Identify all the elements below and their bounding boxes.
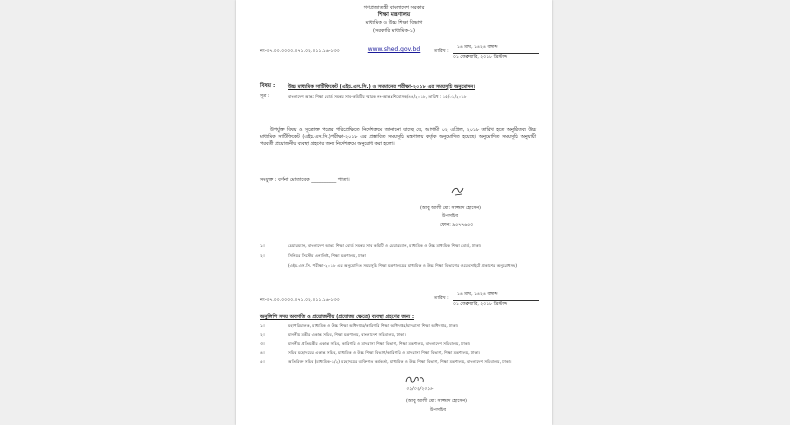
date-bangla-2: ১৪ মাঘ, ১৪২৪ বঙ্গাব্দ [457, 292, 498, 297]
copy-text: অতিরিক্ত সচিব (মাধ্যমিক-১/২) মহোদয়ের ব্যক্তিগত কর্মকর্তা, মাধ্যমিক ও উচ্চ শিক্ষা বিভাগ, শিক্ষা মন্ত্রণালয়, বাংলাদেশ সচিবালয়, ঢাকা। [288, 359, 512, 364]
subject-text: উচ্চ মাধ্যমিক সার্টিফিকেট (এইচ.এস.সি.) ও সমমানের পরীক্ষা-২০১৮ এর সময়সূচি অনুমোদন। [288, 84, 476, 90]
signatory-name-2: (আবু আলী মো: সাজ্জাদ হোসেন) [406, 399, 467, 404]
date-english: ০১ ফেব্রুয়ারি, ২০১৮ খ্রিস্টাব্দ [453, 55, 508, 60]
body-paragraph: উপর্যুক্ত বিষয় ও সূত্রোক্ত পত্রের পরিপ্রেক্ষিতে নির্দেশক্রমে জানানো যাচ্ছে যে, আগামী ০২ এপ্রিল, ২০১৮ তারিখ হতে অনুষ্ঠিতব্য উচ্চ মাধ্যমিক সার্টিফিকেট (এইচ.এস.সি.)পরীক্ষা-২০১৮ এর প্রস্তাবিত সময়সূচি মন্ত্রণালয় কর্তৃক অনুমোদিত হয়েছে। অনুমোদিত সময়সূচি অনুযায়ী পরবর্তী প্রয়োজনীয় ব্যবস্থা গ্রহণের জন্য নির্দেশক্রমে অনুরোধ করা হলো। [260, 128, 536, 147]
date-english-2: ০১ ফেব্রুয়ারি, ২০১৮ খ্রিস্টাব্দ [453, 302, 508, 307]
recipient-number: ২। [260, 254, 265, 259]
reference-label: সূত্র : [260, 94, 270, 99]
recipient-number: ১। [260, 244, 265, 249]
copy-number: ৪। [260, 351, 265, 356]
copy-number: ৫। [260, 360, 265, 365]
recipient-note: (এইচ.এস.সি. পরীক্ষা-২০১৮ এর অনুমোদিত সময়সূচি শিক্ষা মন্ত্রণালয়ের মাধ্যমিক ও উচ্চ শিক্ষা বিভাগের ওয়েবসাইটে প্রকাশের অনুরোধসহ) [288, 263, 517, 268]
signatory-designation-2: উপসচিব [430, 408, 447, 413]
date-label: তারিখ : [434, 49, 449, 54]
subject-label: বিষয় : [260, 83, 276, 89]
header-government: গণপ্রজাতন্ত্রী বাংলাদেশ সরকার [363, 5, 425, 11]
date-divider-2 [453, 300, 539, 301]
header-ministry: শিক্ষা মন্ত্রণালয় [377, 12, 411, 18]
signatory-phone: ফোন: ৯৫৭৭৬৫০ [440, 223, 474, 228]
memo-number: নং-৩৭.০০.০০০০.০৭১.০২.০১১.১৬-১৩৩ [260, 49, 340, 54]
header-section: (সরকারি মাধ্যমিক-১) [373, 28, 415, 34]
memo-number-2: নং-৩৭.০০.০০০০.০৭১.০২.০১১.১৬-১৩৩ [260, 298, 340, 303]
reference-text: বাংলাদেশ আন্ত: শিক্ষা বোর্ড সমন্বয় সাব-কমিটির স্মারক নং-আন্তঃশিবোসক/৪৪/২০১৮, তারিখ : ১৫/০১/২০১৮ [288, 94, 467, 99]
document-page [236, 0, 552, 425]
website-link[interactable]: www.shed.gov.bd [367, 46, 421, 53]
copy-text: মাননীয় প্রতিমন্ত্রীর একান্ত সচিব, কারিগরি ও মাদরাসা শিক্ষা বিভাগ, শিক্ষা মন্ত্রণালয়, বাংলাদেশ সচিবালয়, ঢাকা। [288, 341, 471, 346]
signatory-name: (আবু আলী মো: সাজ্জাদ হোসেন) [420, 206, 481, 211]
copy-text: সচিব মহোদয়ের একান্ত সচিব, মাধ্যমিক ও উচ্চ শিক্ষা বিভাগ/কারিগরি ও মাদরাসা শিক্ষা বিভাগ, শিক্ষা মন্ত্রণালয়, ঢাকা। [288, 350, 481, 355]
enclosure-line: সংযুক্ত : বর্ণনা মোতাবেক __________ পাতা। [260, 177, 350, 183]
recipient-text: সিনিয়র সিস্টেম এনালিষ্ট, শিক্ষা মন্ত্রণালয়, ঢাকা [288, 253, 366, 258]
copy-text: মহাপরিচালক, মাধ্যমিক ও উচ্চ শিক্ষা অধিদপ্তর/কারিগরি শিক্ষা অধিদপ্তর/মাদরাসা শিক্ষা অধিদপ্তর, ঢাকা। [288, 323, 459, 328]
date-bangla: ১৪ মাঘ, ১৪২৪ বঙ্গাব্দ [457, 45, 498, 50]
signature-mark [450, 184, 466, 198]
copy-number: ২। [260, 333, 265, 338]
signature-date: ০১/০২/২০১৮ [406, 387, 433, 392]
copy-number: ৩। [260, 342, 265, 347]
copy-text: মাননীয় মন্ত্রীর একান্ত সচিব, শিক্ষা মন্ত্রণালয়, বাংলাদেশ সচিবালয়, ঢাকা। [288, 332, 406, 337]
header-division: মাধ্যমিক ও উচ্চ শিক্ষা বিভাগ [365, 20, 423, 26]
date-label-2: তারিখ : [434, 296, 449, 301]
copy-number: ১। [260, 324, 265, 329]
signatory-designation: উপসচিব [442, 214, 459, 219]
signature-2 [404, 374, 426, 386]
recipient-text: চেয়ারম্যান, বাংলাদেশ আন্ত: শিক্ষা বোর্ড সমন্বয় সাব কমিটি ও চেয়ারম্যান, মাধ্যমিক ও উচ্চ মাধ্যমিক শিক্ষা বোর্ড, ঢাকা। [288, 243, 482, 248]
date-divider [453, 53, 539, 54]
copy-heading: অনুলিপি সদয় অবগতি ও প্রয়োজনীয় (প্রযোজ্য ক্ষেত্রে) ব্যবস্থা গ্রহণের জন্য : [260, 314, 414, 320]
